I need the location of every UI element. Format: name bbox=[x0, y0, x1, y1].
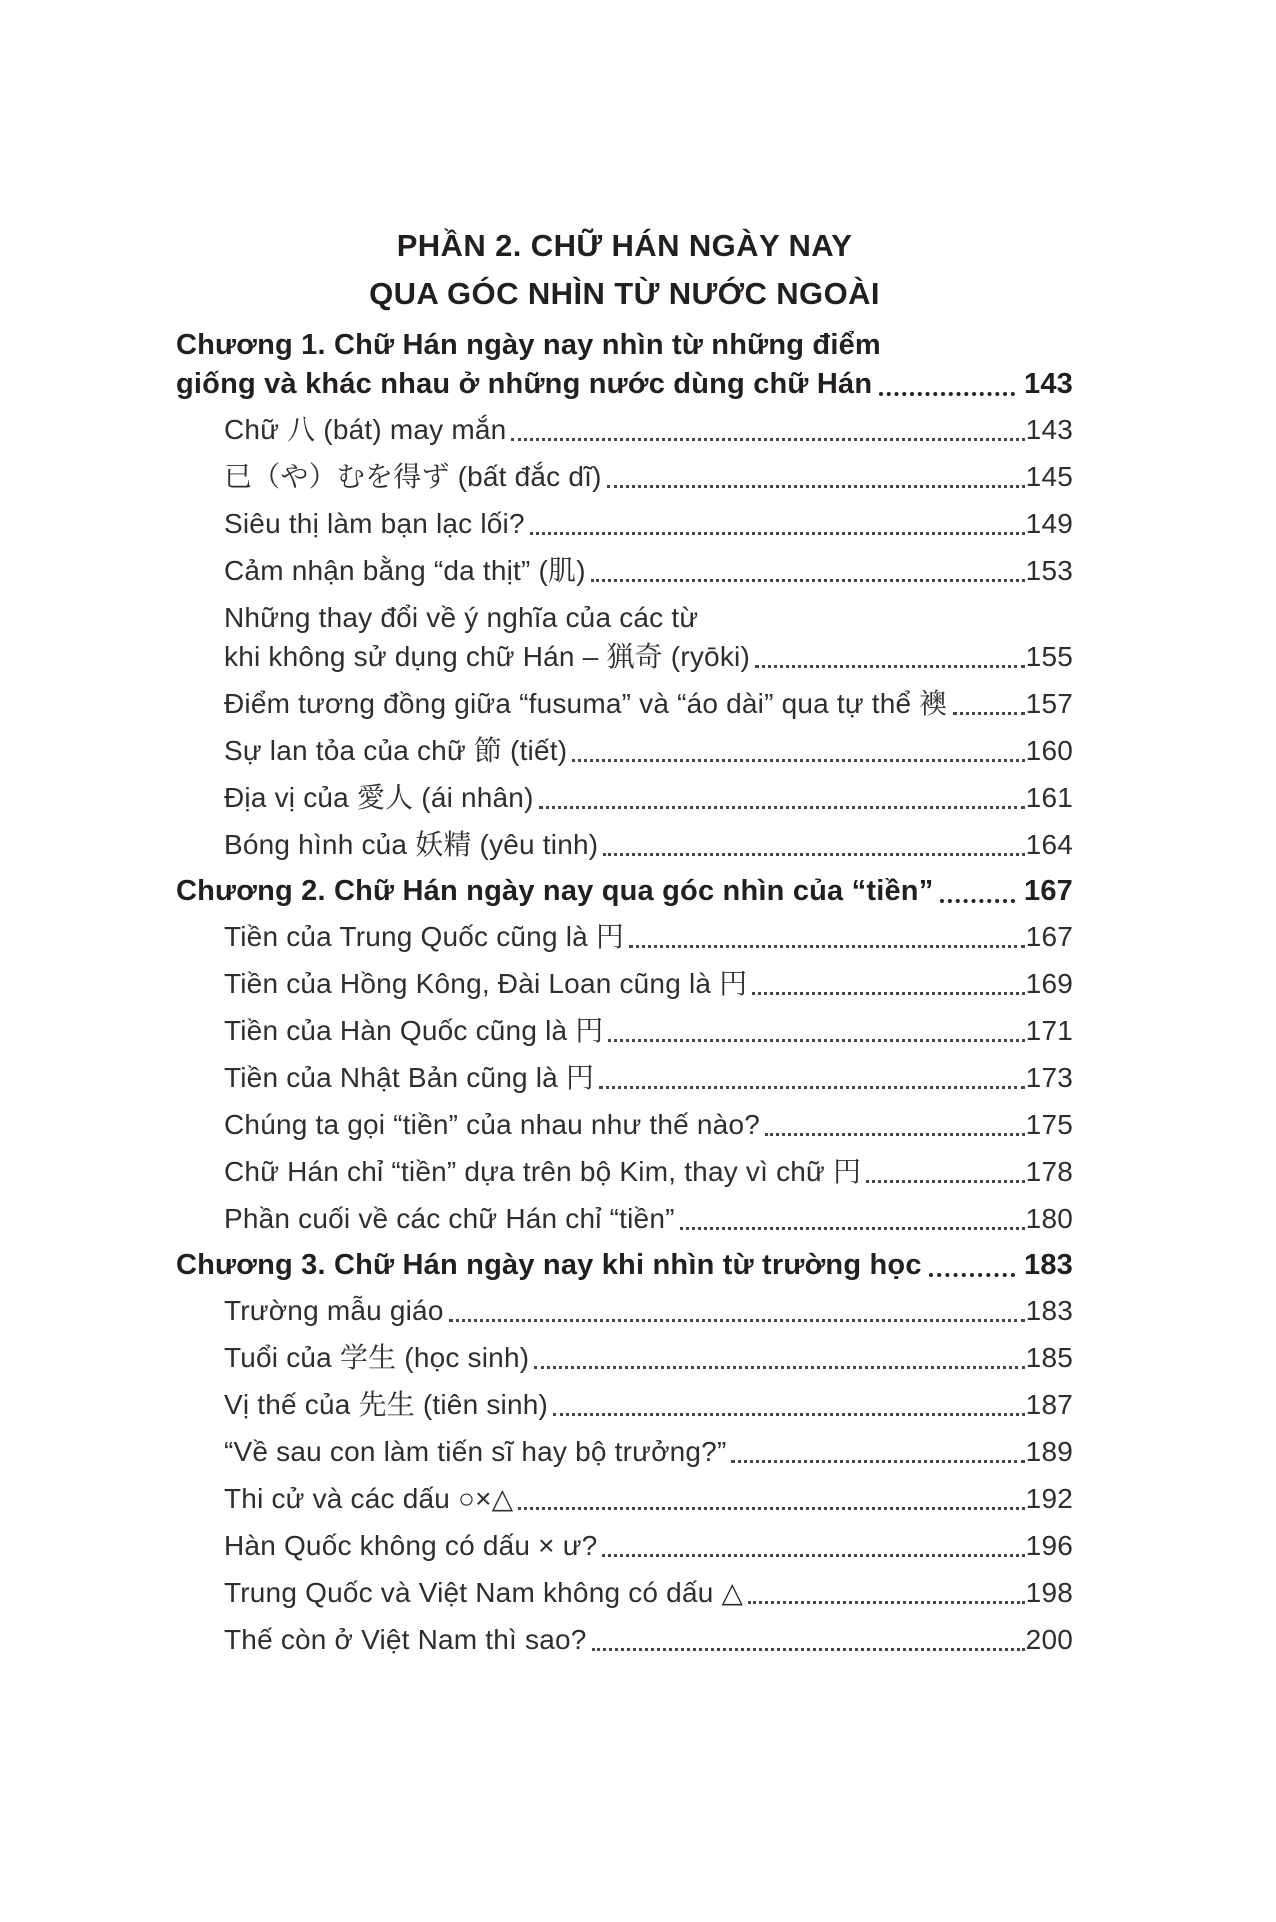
dot-leader bbox=[511, 438, 1024, 441]
toc-leader-line bbox=[176, 1246, 1073, 1285]
toc-chapter-page-number: 167 bbox=[1024, 875, 1073, 907]
toc-entry-page-number: 153 bbox=[1025, 555, 1073, 586]
toc-leader-line bbox=[224, 504, 1073, 543]
toc-entry-row bbox=[176, 1011, 1073, 1050]
toc-entry-label: Chữ Hán chỉ “tiền” dựa trên bộ Kim, thay vì chữ 円 bbox=[224, 1156, 862, 1187]
dot-leader bbox=[680, 1227, 1025, 1230]
toc-entry-row bbox=[176, 457, 1073, 496]
toc-leader-line bbox=[224, 1573, 1073, 1612]
toc-leader-line bbox=[224, 1105, 1073, 1144]
dot-leader bbox=[530, 532, 1025, 535]
toc-entry-row bbox=[176, 1338, 1073, 1377]
toc-entry-label: Tiền của Trung Quốc cũng là 円 bbox=[224, 921, 625, 952]
toc-entry-label: khi không sử dụng chữ Hán – 猟奇 (ryōki) bbox=[224, 641, 750, 672]
toc-entry-row bbox=[176, 598, 1073, 676]
toc-entry-page-number: 196 bbox=[1025, 1530, 1073, 1561]
dot-leader bbox=[592, 1648, 1025, 1651]
toc-entry-label: 已（や）むを得ず (bất đắc dĩ) bbox=[224, 461, 602, 492]
toc-entry-row bbox=[176, 1432, 1073, 1471]
toc-entry-row bbox=[176, 1152, 1073, 1191]
toc-leader-line bbox=[224, 684, 1073, 723]
toc-entry-label: Thế còn ở Việt Nam thì sao? bbox=[224, 1624, 587, 1655]
toc-leader-line bbox=[224, 964, 1073, 1003]
toc-chapter-page-number: 143 bbox=[1024, 368, 1073, 400]
dot-leader bbox=[629, 945, 1025, 948]
toc-entry-row bbox=[176, 825, 1073, 864]
toc-entry-row bbox=[176, 1291, 1073, 1330]
toc-entry-label: Bóng hình của 妖精 (yêu tinh) bbox=[224, 829, 599, 860]
toc-entry-row bbox=[176, 731, 1073, 770]
toc-entry-label: Chúng ta gọi “tiền” của nhau như thế nào? bbox=[224, 1109, 760, 1140]
toc-entry-row bbox=[176, 684, 1073, 723]
toc-entry-page-number: 189 bbox=[1025, 1436, 1073, 1467]
toc-entry-label: Cảm nhận bằng “da thịt” (肌) bbox=[224, 555, 586, 586]
toc-chapter-row bbox=[176, 1246, 1073, 1285]
toc-leader-line bbox=[224, 457, 1073, 496]
toc-entry-page-number: 171 bbox=[1025, 1015, 1073, 1046]
toc-entry-page-number: 175 bbox=[1025, 1109, 1073, 1140]
toc-entry-row bbox=[176, 1479, 1073, 1518]
toc-entry-row bbox=[176, 410, 1073, 449]
toc-chapter-row bbox=[176, 326, 1073, 404]
toc-entry-page-number: 145 bbox=[1025, 461, 1073, 492]
toc-entry-page-number: 143 bbox=[1025, 414, 1073, 445]
toc-entry-label: Vị thế của 先生 (tiên sinh) bbox=[224, 1389, 549, 1420]
dot-leader bbox=[731, 1460, 1024, 1463]
dot-leader bbox=[953, 712, 1025, 715]
toc-entry-page-number: 173 bbox=[1025, 1062, 1073, 1093]
part-title bbox=[176, 222, 1073, 318]
toc-entry-page-number: 157 bbox=[1025, 688, 1073, 719]
toc-chapter-page-number: 183 bbox=[1024, 1249, 1073, 1281]
dot-leader bbox=[940, 899, 1015, 903]
dot-leader bbox=[599, 1086, 1025, 1089]
toc-entry-page-number: 183 bbox=[1025, 1295, 1073, 1326]
toc-entry-row bbox=[176, 1385, 1073, 1424]
dot-leader bbox=[607, 485, 1025, 488]
toc-entry-label: Trường mẫu giáo bbox=[224, 1295, 444, 1326]
toc-entry-page-number: 180 bbox=[1025, 1203, 1073, 1234]
toc-leader-line bbox=[224, 1526, 1073, 1565]
toc-chapter-label: Chương 3. Chữ Hán ngày nay khi nhìn từ trường học bbox=[176, 1249, 922, 1281]
toc-chapter-label-line: Chương 1. Chữ Hán ngày nay nhìn từ những điểm bbox=[176, 329, 881, 361]
dot-leader bbox=[602, 1554, 1024, 1557]
dot-leader bbox=[518, 1507, 1024, 1510]
toc-leader-line bbox=[224, 637, 1073, 676]
dot-leader bbox=[765, 1133, 1025, 1136]
toc-entry-row bbox=[176, 778, 1073, 817]
toc-leader-line bbox=[224, 731, 1073, 770]
toc-entry-label: Hàn Quốc không có dấu × ư? bbox=[224, 1530, 598, 1561]
toc-chapter-row bbox=[176, 872, 1073, 911]
toc-entry-row bbox=[176, 964, 1073, 1003]
dot-leader bbox=[929, 1273, 1015, 1277]
toc-content bbox=[176, 222, 1073, 1667]
toc-entry-page-number: 155 bbox=[1025, 641, 1073, 672]
dot-leader bbox=[608, 1039, 1024, 1042]
toc-entry-row bbox=[176, 551, 1073, 590]
toc-leader-line bbox=[224, 1479, 1073, 1518]
toc-entry-page-number: 178 bbox=[1025, 1156, 1073, 1187]
toc-entry-label: Điểm tương đồng giữa “fusuma” và “áo dài” qua tự thể 襖 bbox=[224, 688, 948, 719]
dot-leader bbox=[755, 665, 1025, 668]
toc-entry-page-number: 187 bbox=[1025, 1389, 1073, 1420]
toc-entry-row bbox=[176, 504, 1073, 543]
toc-entry-row bbox=[176, 1058, 1073, 1097]
dot-leader bbox=[879, 392, 1015, 396]
toc-entry-label: Tuổi của 学生 (học sinh) bbox=[224, 1342, 530, 1373]
toc-leader-line bbox=[224, 551, 1073, 590]
toc-entry-page-number: 169 bbox=[1025, 968, 1073, 999]
part-title-line-2: QUA GÓC NHÌN TỪ NƯỚC NGOÀI bbox=[369, 276, 880, 311]
toc-leader-line bbox=[224, 1338, 1073, 1377]
toc-entry-label: Phần cuối về các chữ Hán chỉ “tiền” bbox=[224, 1203, 675, 1234]
toc-entry-page-number: 164 bbox=[1025, 829, 1073, 860]
toc-leader-line bbox=[224, 778, 1073, 817]
toc-entry-page-number: 198 bbox=[1025, 1577, 1073, 1608]
toc-leader-line bbox=[224, 1620, 1073, 1659]
toc-leader-line bbox=[176, 872, 1073, 911]
toc-entry-row bbox=[176, 917, 1073, 956]
dot-leader bbox=[752, 992, 1024, 995]
toc-entry-row bbox=[176, 1620, 1073, 1659]
toc-entry-page-number: 149 bbox=[1025, 508, 1073, 539]
toc-leader-line bbox=[224, 410, 1073, 449]
toc-entry-label: “Về sau con làm tiến sĩ hay bộ trưởng?” bbox=[224, 1436, 727, 1467]
toc-entry-label: Tiền của Nhật Bản cũng là 円 bbox=[224, 1062, 595, 1093]
toc-entry-page-number: 161 bbox=[1025, 782, 1073, 813]
toc-leader-line bbox=[224, 917, 1073, 956]
toc-entry-page-number: 167 bbox=[1025, 921, 1073, 952]
toc-leader-line bbox=[224, 1432, 1073, 1471]
toc-chapter-label: Chương 2. Chữ Hán ngày nay qua góc nhìn của “tiền” bbox=[176, 875, 934, 907]
toc-entry-row bbox=[176, 1526, 1073, 1565]
toc-chapter-label: giống và khác nhau ở những nước dùng chữ Hán bbox=[176, 368, 873, 400]
dot-leader bbox=[449, 1319, 1025, 1322]
toc-entry-page-number: 200 bbox=[1025, 1624, 1073, 1655]
toc-entry-label: Tiền của Hàn Quốc cũng là 円 bbox=[224, 1015, 604, 1046]
toc-entry-label: Trung Quốc và Việt Nam không có dấu △ bbox=[224, 1577, 744, 1608]
toc-entry-page-number: 185 bbox=[1025, 1342, 1073, 1373]
toc-leader-line bbox=[224, 1291, 1073, 1330]
toc-leader-line bbox=[176, 365, 1073, 404]
dot-leader bbox=[539, 806, 1025, 809]
dot-leader bbox=[603, 853, 1024, 856]
toc-entry-page-number: 192 bbox=[1025, 1483, 1073, 1514]
toc-entry-label: Siêu thị làm bạn lạc lối? bbox=[224, 508, 525, 539]
toc-leader-line bbox=[224, 1385, 1073, 1424]
toc-entry-row bbox=[176, 1105, 1073, 1144]
toc-entry-label: Tiền của Hồng Kông, Đài Loan cũng là 円 bbox=[224, 968, 748, 999]
toc-entry-row bbox=[176, 1199, 1073, 1238]
dot-leader bbox=[748, 1601, 1024, 1604]
toc-entry-label: Địa vị của 愛人 (ái nhân) bbox=[224, 782, 534, 813]
dot-leader bbox=[534, 1366, 1024, 1369]
dot-leader bbox=[866, 1180, 1025, 1183]
toc-entry-label-line: Những thay đổi về ý nghĩa của các từ bbox=[224, 602, 699, 633]
toc-entry-label: Thi cử và các dấu ○×△ bbox=[224, 1483, 514, 1514]
table-of-contents bbox=[176, 326, 1073, 1659]
part-title-line-1: PHẦN 2. CHỮ HÁN NGÀY NAY bbox=[396, 228, 853, 263]
dot-leader bbox=[591, 579, 1025, 582]
toc-entry-label: Sự lan tỏa của chữ 節 (tiết) bbox=[224, 735, 568, 766]
toc-leader-line bbox=[224, 1199, 1073, 1238]
toc-leader-line bbox=[224, 1152, 1073, 1191]
toc-leader-line bbox=[224, 825, 1073, 864]
toc-leader-line bbox=[224, 1058, 1073, 1097]
toc-leader-line bbox=[224, 1011, 1073, 1050]
dot-leader bbox=[572, 759, 1024, 762]
toc-entry-row bbox=[176, 1573, 1073, 1612]
toc-entry-label: Chữ 八 (bát) may mắn bbox=[224, 414, 507, 445]
toc-entry-page-number: 160 bbox=[1025, 735, 1073, 766]
dot-leader bbox=[553, 1413, 1025, 1416]
